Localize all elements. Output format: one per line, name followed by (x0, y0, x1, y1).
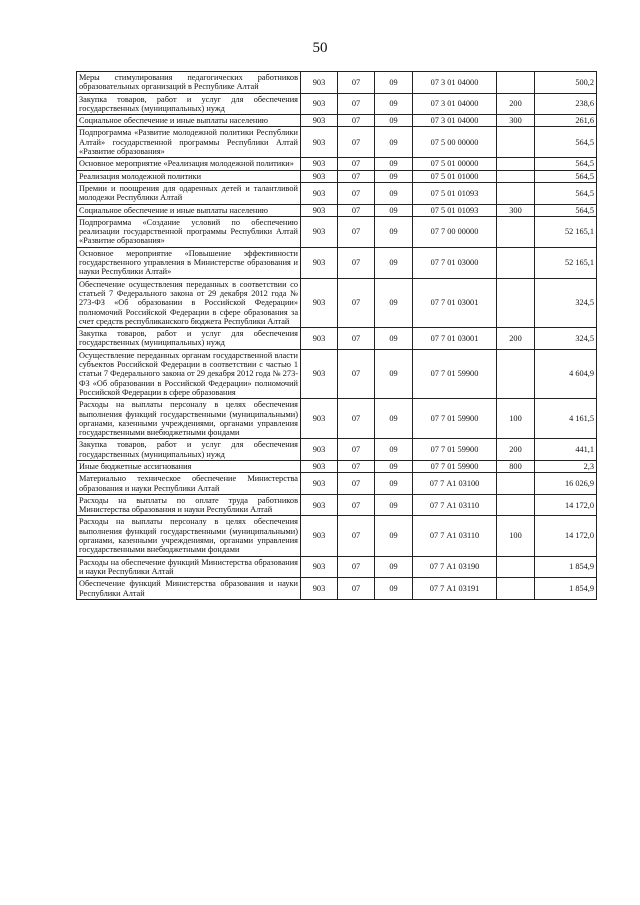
target-article-code: 07 3 01 04000 (413, 115, 497, 127)
page-number: 50 (312, 40, 328, 56)
section-code: 07 (338, 182, 375, 204)
item-name: Закупка товаров, работ и услуг для обеспечения государственных (муниципальных) нужд (77, 328, 301, 350)
subsection-code: 09 (375, 93, 413, 115)
table-row (77, 399, 597, 439)
table-row (77, 247, 597, 278)
section-code: 07 (338, 328, 375, 350)
expense-type-code (497, 247, 535, 278)
target-article-code: 07 5 01 01093 (413, 182, 497, 204)
section-code: 07 (338, 278, 375, 327)
table-row (77, 494, 597, 516)
target-article-code: 07 3 01 04000 (413, 93, 497, 115)
ministry-code: 903 (301, 473, 338, 495)
target-article-code: 07 5 01 01000 (413, 170, 497, 182)
expense-type-code (497, 578, 535, 600)
subsection-code: 09 (375, 278, 413, 327)
item-name: Обеспечение осуществления переданных в соответствии со статьей 7 Федерального закона от 29 декабря 2012 года № 273-ФЗ «Об образовании в Российской Федерации» полномочий Российской Федерации в сфере образования за счет средств республиканского бюджета Республики Алтай (77, 278, 301, 327)
item-name: Премии и поощрения для одаренных детей и талантливой молодежи Республики Алтай (77, 182, 301, 204)
table-row (77, 158, 597, 170)
subsection-code: 09 (375, 473, 413, 495)
item-name: Социальное обеспечение и иные выплаты населению (77, 115, 301, 127)
ministry-code: 903 (301, 516, 338, 556)
item-name: Закупка товаров, работ и услуг для обеспечения государственных (муниципальных) нужд (77, 439, 301, 461)
subsection-code: 09 (375, 115, 413, 127)
target-article-code: 07 7 01 03001 (413, 278, 497, 327)
table-row (77, 516, 597, 556)
expense-type-code (497, 349, 535, 398)
ministry-code: 903 (301, 127, 338, 158)
expense-type-code: 200 (497, 439, 535, 461)
table-row (77, 170, 597, 182)
target-article-code: 07 7 А1 03110 (413, 494, 497, 516)
section-code: 07 (338, 72, 375, 94)
amount: 564,5 (535, 170, 597, 182)
ministry-code: 903 (301, 72, 338, 94)
budget-table (76, 71, 597, 600)
ministry-code: 903 (301, 494, 338, 516)
table-row (77, 72, 597, 94)
subsection-code: 09 (375, 328, 413, 350)
target-article-code: 07 3 01 04000 (413, 72, 497, 94)
amount: 1 854,9 (535, 578, 597, 600)
section-code: 07 (338, 439, 375, 461)
target-article-code: 07 7 01 59900 (413, 349, 497, 398)
target-article-code: 07 7 А1 03190 (413, 556, 497, 578)
table-row (77, 93, 597, 115)
subsection-code: 09 (375, 170, 413, 182)
section-code: 07 (338, 399, 375, 439)
subsection-code: 09 (375, 399, 413, 439)
ministry-code: 903 (301, 349, 338, 398)
amount: 4 161,5 (535, 399, 597, 439)
expense-type-code: 100 (497, 516, 535, 556)
item-name: Реализация молодежной политики (77, 170, 301, 182)
ministry-code: 903 (301, 399, 338, 439)
ministry-code: 903 (301, 115, 338, 127)
expense-type-code (497, 494, 535, 516)
section-code: 07 (338, 115, 375, 127)
amount: 2,3 (535, 460, 597, 472)
subsection-code: 09 (375, 516, 413, 556)
item-name: Закупка товаров, работ и услуг для обеспечения государственных (муниципальных) нужд (77, 93, 301, 115)
item-name: Расходы на обеспечение функций Министерства образования и науки Республики Алтай (77, 556, 301, 578)
item-name: Расходы на выплаты по оплате труда работников Министерства образования и науки Республики Алтай (77, 494, 301, 516)
item-name: Подпрограмма «Создание условий по обеспечению реализации государственной программы Республики Алтай «Развитие образования» (77, 216, 301, 247)
subsection-code: 09 (375, 349, 413, 398)
target-article-code: 07 7 01 59900 (413, 460, 497, 472)
section-code: 07 (338, 494, 375, 516)
expense-type-code (497, 473, 535, 495)
section-code: 07 (338, 216, 375, 247)
ministry-code: 903 (301, 170, 338, 182)
target-article-code: 07 5 00 00000 (413, 127, 497, 158)
target-article-code: 07 7 А1 03110 (413, 516, 497, 556)
section-code: 07 (338, 516, 375, 556)
expense-type-code: 300 (497, 204, 535, 216)
amount: 4 604,9 (535, 349, 597, 398)
section-code: 07 (338, 578, 375, 600)
subsection-code: 09 (375, 127, 413, 158)
item-name: Обеспечение функций Министерства образования и науки Республики Алтай (77, 578, 301, 600)
ministry-code: 903 (301, 556, 338, 578)
amount: 324,5 (535, 278, 597, 327)
target-article-code: 07 5 01 01093 (413, 204, 497, 216)
amount: 500,2 (535, 72, 597, 94)
section-code: 07 (338, 247, 375, 278)
expense-type-code: 200 (497, 328, 535, 350)
ministry-code: 903 (301, 460, 338, 472)
ministry-code: 903 (301, 93, 338, 115)
expense-type-code (497, 127, 535, 158)
expense-type-code: 100 (497, 399, 535, 439)
item-name: Материально техническое обеспечение Министерства образования и науки Республики Алтай (77, 473, 301, 495)
target-article-code: 07 7 А1 03191 (413, 578, 497, 600)
amount: 16 026,9 (535, 473, 597, 495)
amount: 14 172,0 (535, 516, 597, 556)
subsection-code: 09 (375, 158, 413, 170)
ministry-code: 903 (301, 439, 338, 461)
ministry-code: 903 (301, 204, 338, 216)
expense-type-code (497, 216, 535, 247)
table-row (77, 473, 597, 495)
target-article-code: 07 5 01 00000 (413, 158, 497, 170)
subsection-code: 09 (375, 72, 413, 94)
target-article-code: 07 7 01 59900 (413, 439, 497, 461)
amount: 52 165,1 (535, 216, 597, 247)
table-row (77, 127, 597, 158)
section-code: 07 (338, 158, 375, 170)
expense-type-code: 300 (497, 115, 535, 127)
table-row (77, 556, 597, 578)
item-name: Осуществление переданных органам государственной власти субъектов Российской Федерации в соответствии с частью 1 статьи 7 Федерального закона от 29 декабря 2012 года № 273-ФЗ «Об образовании в Российской Федерации» полномочий Российской Федерации в сфере образования (77, 349, 301, 398)
item-name: Социальное обеспечение и иные выплаты населению (77, 204, 301, 216)
section-code: 07 (338, 460, 375, 472)
expense-type-code (497, 278, 535, 327)
section-code: 07 (338, 170, 375, 182)
table-row (77, 328, 597, 350)
table-row (77, 204, 597, 216)
amount: 564,5 (535, 158, 597, 170)
amount: 324,5 (535, 328, 597, 350)
amount: 564,5 (535, 182, 597, 204)
table-row (77, 115, 597, 127)
section-code: 07 (338, 204, 375, 216)
table-row (77, 439, 597, 461)
subsection-code: 09 (375, 460, 413, 472)
expense-type-code: 800 (497, 460, 535, 472)
subsection-code: 09 (375, 439, 413, 461)
ministry-code: 903 (301, 578, 338, 600)
item-name: Меры стимулирования педагогических работников образовательных организаций в Республике Алтай (77, 72, 301, 94)
table-row (77, 349, 597, 398)
subsection-code: 09 (375, 556, 413, 578)
amount: 14 172,0 (535, 494, 597, 516)
item-name: Основное мероприятие «Реализация молодежной политики» (77, 158, 301, 170)
section-code: 07 (338, 349, 375, 398)
subsection-code: 09 (375, 494, 413, 516)
subsection-code: 09 (375, 578, 413, 600)
amount: 1 854,9 (535, 556, 597, 578)
section-code: 07 (338, 127, 375, 158)
ministry-code: 903 (301, 216, 338, 247)
section-code: 07 (338, 93, 375, 115)
expense-type-code (497, 170, 535, 182)
subsection-code: 09 (375, 182, 413, 204)
target-article-code: 07 7 01 59900 (413, 399, 497, 439)
expense-type-code: 200 (497, 93, 535, 115)
ministry-code: 903 (301, 247, 338, 278)
section-code: 07 (338, 556, 375, 578)
table-row (77, 460, 597, 472)
table-row (77, 278, 597, 327)
expense-type-code (497, 556, 535, 578)
subsection-code: 09 (375, 204, 413, 216)
ministry-code: 903 (301, 182, 338, 204)
target-article-code: 07 7 А1 03100 (413, 473, 497, 495)
ministry-code: 903 (301, 328, 338, 350)
amount: 52 165,1 (535, 247, 597, 278)
section-code: 07 (338, 473, 375, 495)
item-name: Расходы на выплаты персоналу в целях обеспечения выполнения функций государственными (муниципальными) органами, казенными учреждениями, органами управления государственными внебюджетными фондами (77, 399, 301, 439)
expense-type-code (497, 182, 535, 204)
subsection-code: 09 (375, 216, 413, 247)
target-article-code: 07 7 01 03001 (413, 328, 497, 350)
table-row (77, 216, 597, 247)
table-row (77, 578, 597, 600)
table-row (77, 182, 597, 204)
amount: 261,6 (535, 115, 597, 127)
amount: 238,6 (535, 93, 597, 115)
item-name: Подпрограмма «Развитие молодежной политики Республики Алтай» государственной программы Республики Алтай «Развитие образования» (77, 127, 301, 158)
amount: 564,5 (535, 204, 597, 216)
amount: 564,5 (535, 127, 597, 158)
ministry-code: 903 (301, 278, 338, 327)
expense-type-code (497, 158, 535, 170)
amount: 441,1 (535, 439, 597, 461)
subsection-code: 09 (375, 247, 413, 278)
item-name: Иные бюджетные ассигнования (77, 460, 301, 472)
ministry-code: 903 (301, 158, 338, 170)
item-name: Расходы на выплаты персоналу в целях обеспечения выполнения функций государственными (муниципальными) органами, казенными учреждениями, органами управления государственными внебюджетными фондами (77, 516, 301, 556)
item-name: Основное мероприятие «Повышение эффективности государственного управления в Министерстве образования и науки Республики Алтай» (77, 247, 301, 278)
expense-type-code (497, 72, 535, 94)
target-article-code: 07 7 00 00000 (413, 216, 497, 247)
target-article-code: 07 7 01 03000 (413, 247, 497, 278)
